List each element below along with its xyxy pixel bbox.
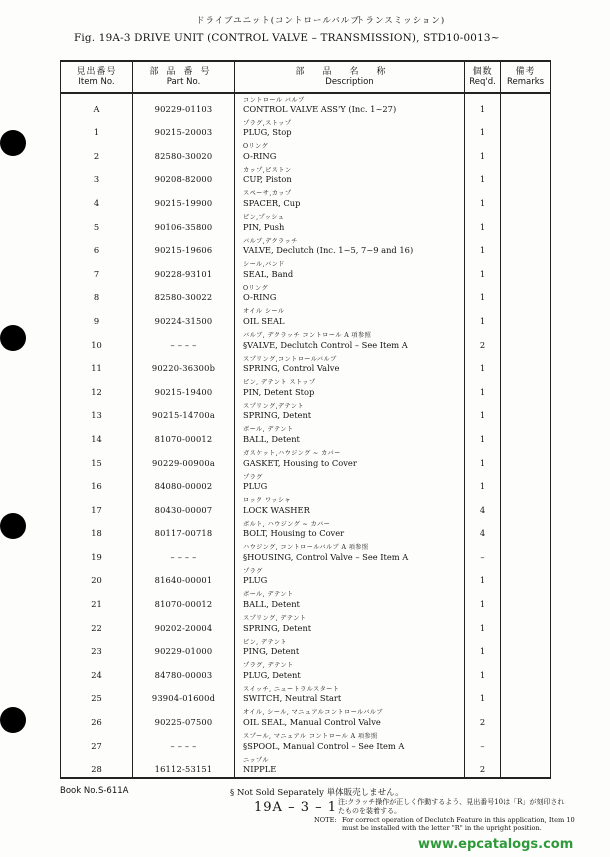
description-english: OIL SEAL <box>243 315 285 326</box>
description-japanese: スペーサ,カップ <box>243 190 292 198</box>
description-english: PIN, Push <box>243 221 285 232</box>
quantity: 1 <box>465 235 501 259</box>
note-text: For correct operation of Declutch Feature in this application, Item 10 must be installed with the letter "R" in the upright position. <box>342 816 575 832</box>
english-note <box>314 817 584 832</box>
part-number: – – – – <box>133 541 235 565</box>
note-label: NOTE: <box>314 816 337 824</box>
quantity: 1 <box>465 683 501 707</box>
table-row <box>61 423 551 447</box>
remarks <box>501 730 551 754</box>
item-number: 15 <box>61 447 133 471</box>
page-number: 19A – 3 – 1 <box>254 800 338 815</box>
item-number: 27 <box>61 730 133 754</box>
table-row <box>61 588 551 612</box>
table-row <box>61 305 551 329</box>
description-cell <box>235 447 465 471</box>
description-japanese: スプリング, デテント <box>243 615 307 623</box>
item-number: 9 <box>61 305 133 329</box>
item-number: 20 <box>61 565 133 589</box>
quantity: 1 <box>465 353 501 377</box>
quantity: – <box>465 541 501 565</box>
item-number: 4 <box>61 187 133 211</box>
item-number: 24 <box>61 659 133 683</box>
description-english: §HOUSING, Control Valve – See Item A <box>243 551 409 562</box>
description-english: SWITCH, Neutral Start <box>243 693 342 704</box>
description-cell <box>235 518 465 542</box>
description-japanese: ガスケット,ハウジング ~ カバー <box>243 449 341 457</box>
description-english: SPRING, Control Valve <box>243 363 340 374</box>
item-number: 28 <box>61 754 133 778</box>
not-sold-note: § Not Sold Separately 単体販売しません。 <box>230 788 404 798</box>
description-cell <box>235 305 465 329</box>
japanese-note: 注:クラッチ操作が正しく作動するよう、見出番号10は「R」が刻印されたものを装着する。 <box>338 798 565 815</box>
description-japanese: コントロール バルブ <box>243 97 305 104</box>
description-cell <box>235 376 465 400</box>
description-japanese: Oリング <box>243 284 269 292</box>
item-number: 25 <box>61 683 133 707</box>
description-english: PING, Detent <box>243 646 300 657</box>
description-english: PIN, Detent Stop <box>243 386 315 397</box>
table-row <box>61 353 551 377</box>
description-cell <box>235 636 465 660</box>
description-japanese: スプリング,デテント <box>243 402 304 410</box>
description-english: PLUG <box>243 481 268 492</box>
item-number: A <box>61 93 133 117</box>
description-cell <box>235 541 465 565</box>
description-cell <box>235 588 465 612</box>
part-number: 81070-00012 <box>133 423 235 447</box>
item-number: 23 <box>61 636 133 660</box>
item-number: 2 <box>61 140 133 164</box>
item-number: 13 <box>61 400 133 424</box>
description-japanese: スプリング,コントロールバルブ <box>243 355 337 363</box>
table-row <box>61 117 551 141</box>
part-number: 90215-20003 <box>133 117 235 141</box>
table-row <box>61 565 551 589</box>
remarks <box>501 683 551 707</box>
table-row <box>61 376 551 400</box>
description-cell <box>235 353 465 377</box>
remarks <box>501 376 551 400</box>
table-row <box>61 187 551 211</box>
description-cell <box>235 329 465 353</box>
part-number: 90215-19400 <box>133 376 235 400</box>
part-number: 90220-36300b <box>133 353 235 377</box>
part-number: – – – – <box>133 730 235 754</box>
description-japanese: ピン, デテント ストップ <box>243 379 316 387</box>
item-number: 17 <box>61 494 133 518</box>
part-number: 90229-01103 <box>133 93 235 117</box>
description-japanese: オイル, シール, マニュアルコントロールバルブ <box>243 709 383 717</box>
binder-hole <box>0 513 26 539</box>
header-japanese <box>196 14 446 26</box>
description-japanese: バルブ,デクラッチ <box>243 237 298 245</box>
description-japanese: シール,バンド <box>243 261 285 269</box>
item-number: 18 <box>61 518 133 542</box>
table-row <box>61 494 551 518</box>
description-english: PLUG, Stop <box>243 127 292 138</box>
binder-hole <box>0 130 26 156</box>
quantity: 4 <box>465 518 501 542</box>
part-number: 90224-31500 <box>133 305 235 329</box>
item-number: 21 <box>61 588 133 612</box>
part-number: 84080-00002 <box>133 471 235 495</box>
description-japanese: スプール, マニュアル コントロール A 項参照 <box>243 733 378 741</box>
description-english: §VALVE, Declutch Control – See Item A <box>243 339 408 350</box>
description-cell <box>235 730 465 754</box>
quantity: 1 <box>465 282 501 306</box>
remarks <box>501 235 551 259</box>
description-japanese: プラグ,ストップ <box>243 119 292 127</box>
description-cell <box>235 164 465 188</box>
quantity: 1 <box>465 447 501 471</box>
description-english: CONTROL VALVE ASS'Y (Inc. 1~27) <box>243 103 397 114</box>
description-japanese: プラグ <box>243 567 263 575</box>
description-english: OIL SEAL, Manual Control Valve <box>243 717 381 728</box>
quantity: 1 <box>465 258 501 282</box>
part-number: 93904-01600d <box>133 683 235 707</box>
description-english: §SPOOL, Manual Control – See Item A <box>243 740 405 751</box>
remarks <box>501 282 551 306</box>
description-english: SPRING, Detent <box>243 622 312 633</box>
description-japanese: ニップル <box>243 756 269 764</box>
table-row <box>61 754 551 778</box>
quantity: 1 <box>465 588 501 612</box>
description-cell <box>235 754 465 778</box>
quantity: 1 <box>465 211 501 235</box>
part-number: 80117-00718 <box>133 518 235 542</box>
part-number: 90229-00900a <box>133 447 235 471</box>
table-row <box>61 211 551 235</box>
header-japanese-right: トランスミッション) <box>356 16 446 26</box>
item-number: 7 <box>61 258 133 282</box>
description-english: CUP, Piston <box>243 174 292 185</box>
description-cell <box>235 187 465 211</box>
description-english: PLUG <box>243 575 268 586</box>
description-english: BOLT, Housing to Cover <box>243 528 345 539</box>
remarks <box>501 211 551 235</box>
table-row <box>61 140 551 164</box>
description-cell <box>235 683 465 707</box>
part-number: 90225-07500 <box>133 706 235 730</box>
description-japanese: カップ,ピストン <box>243 166 292 174</box>
item-number: 12 <box>61 376 133 400</box>
remarks <box>501 164 551 188</box>
quantity: 2 <box>465 329 501 353</box>
table-row <box>61 683 551 707</box>
description-cell <box>235 211 465 235</box>
item-number: 19 <box>61 541 133 565</box>
description-english: O-RING <box>243 150 277 161</box>
quantity: 1 <box>465 93 501 117</box>
remarks <box>501 541 551 565</box>
remarks <box>501 636 551 660</box>
description-english: NIPPLE <box>243 763 277 774</box>
description-japanese: ボルト, ハウジング ~ カバー <box>243 520 331 528</box>
item-number: 22 <box>61 612 133 636</box>
quantity: 2 <box>465 754 501 778</box>
quantity: – <box>465 730 501 754</box>
remarks <box>501 423 551 447</box>
quantity: 1 <box>465 117 501 141</box>
quantity: 1 <box>465 471 501 495</box>
description-japanese: Oリング <box>243 143 269 151</box>
remarks <box>501 329 551 353</box>
description-english: SPRING, Detent <box>243 410 312 421</box>
quantity: 4 <box>465 494 501 518</box>
remarks <box>501 305 551 329</box>
description-cell <box>235 93 465 117</box>
remarks <box>501 353 551 377</box>
table-row <box>61 518 551 542</box>
description-japanese: ボール, デテント <box>243 591 294 599</box>
binder-hole <box>0 325 26 351</box>
table-row <box>61 612 551 636</box>
description-cell <box>235 423 465 447</box>
part-number: 80430-00007 <box>133 494 235 518</box>
part-number: 90215-14700a <box>133 400 235 424</box>
quantity: 1 <box>465 659 501 683</box>
item-number: 16 <box>61 471 133 495</box>
quantity: 1 <box>465 636 501 660</box>
description-cell <box>235 471 465 495</box>
col-header-remarks: 備考 Remarks <box>501 61 551 93</box>
table-row <box>61 471 551 495</box>
description-cell <box>235 494 465 518</box>
item-number: 8 <box>61 282 133 306</box>
description-japanese: ロック ワッシャ <box>243 497 291 505</box>
part-number: 84780-00003 <box>133 659 235 683</box>
remarks <box>501 588 551 612</box>
part-number: 81070-00012 <box>133 588 235 612</box>
quantity: 1 <box>465 423 501 447</box>
table-row <box>61 730 551 754</box>
part-number: 82580-30022 <box>133 282 235 306</box>
table-row <box>61 282 551 306</box>
remarks <box>501 659 551 683</box>
description-japanese: ハウジング, コントロールバルブ A 項参照 <box>243 544 369 552</box>
quantity: 1 <box>465 400 501 424</box>
table-row <box>61 659 551 683</box>
part-number: 90215-19900 <box>133 187 235 211</box>
quantity: 1 <box>465 612 501 636</box>
remarks <box>501 93 551 117</box>
item-number: 26 <box>61 706 133 730</box>
table-row <box>61 706 551 730</box>
remarks <box>501 706 551 730</box>
remarks <box>501 471 551 495</box>
remarks <box>501 565 551 589</box>
part-number: 90228-93101 <box>133 258 235 282</box>
description-cell <box>235 400 465 424</box>
description-english: LOCK WASHER <box>243 504 310 515</box>
part-number: 90202-20004 <box>133 612 235 636</box>
item-number: 11 <box>61 353 133 377</box>
description-english: SEAL, Band <box>243 268 294 279</box>
remarks <box>501 258 551 282</box>
description-cell <box>235 565 465 589</box>
table-row <box>61 258 551 282</box>
table-row <box>61 329 551 353</box>
quantity: 1 <box>465 305 501 329</box>
part-number: 81640-00001 <box>133 565 235 589</box>
description-cell <box>235 117 465 141</box>
item-number: 14 <box>61 423 133 447</box>
description-japanese: ピン, デテント <box>243 638 287 646</box>
description-japanese: スイッチ, ニュートラルスタート <box>243 685 340 693</box>
description-japanese: プラグ, デテント <box>243 662 294 670</box>
part-number: – – – – <box>133 329 235 353</box>
description-english: BALL, Detent <box>243 433 300 444</box>
book-number: Book No.S-611A <box>60 786 129 796</box>
description-cell <box>235 612 465 636</box>
description-japanese: オイル シール <box>243 308 285 316</box>
part-number: 90215-19606 <box>133 235 235 259</box>
description-cell <box>235 706 465 730</box>
col-header-description: 部品名称 Description <box>235 61 465 93</box>
col-header-part: 部品番号 Part No. <box>133 61 235 93</box>
part-number: 90208-82000 <box>133 164 235 188</box>
description-english: VALVE, Declutch (Inc. 1~5, 7~9 and 16) <box>243 245 414 256</box>
remarks <box>501 187 551 211</box>
remarks <box>501 140 551 164</box>
quantity: 1 <box>465 164 501 188</box>
col-header-qty: 個数 Req'd. <box>465 61 501 93</box>
part-number: 90229-01000 <box>133 636 235 660</box>
page-title: Fig. 19A-3 DRIVE UNIT (CONTROL VALVE – TRANSMISSION), STD10-0013~ <box>74 32 500 44</box>
description-cell <box>235 659 465 683</box>
item-number: 1 <box>61 117 133 141</box>
remarks <box>501 117 551 141</box>
quantity: 1 <box>465 187 501 211</box>
table-row <box>61 636 551 660</box>
description-cell <box>235 140 465 164</box>
table-row <box>61 400 551 424</box>
description-cell <box>235 235 465 259</box>
part-number: 90106-35800 <box>133 211 235 235</box>
remarks <box>501 400 551 424</box>
description-english: O-RING <box>243 292 277 303</box>
quantity: 1 <box>465 140 501 164</box>
header-japanese-left: ドライブユニット(コントロールバルブ <box>196 16 360 26</box>
table-row <box>61 235 551 259</box>
description-japanese: バルブ, デクラッチ コントロール A 項参照 <box>243 331 372 339</box>
table-row <box>61 447 551 471</box>
item-number: 10 <box>61 329 133 353</box>
item-number: 5 <box>61 211 133 235</box>
table-row <box>61 164 551 188</box>
description-japanese: ピン,プッシュ <box>243 213 285 221</box>
description-cell <box>235 258 465 282</box>
description-english: SPACER, Cup <box>243 197 301 208</box>
remarks <box>501 754 551 778</box>
description-english: PLUG, Detent <box>243 669 301 680</box>
remarks <box>501 612 551 636</box>
remarks <box>501 494 551 518</box>
watermark: www.epcatalogs.com <box>418 837 574 852</box>
table-row <box>61 541 551 565</box>
part-number: 16112-53151 <box>133 754 235 778</box>
remarks <box>501 518 551 542</box>
part-number: 82580-30020 <box>133 140 235 164</box>
description-english: BALL, Detent <box>243 599 300 610</box>
description-cell <box>235 282 465 306</box>
description-japanese: ボール, デテント <box>243 426 294 434</box>
remarks <box>501 447 551 471</box>
table-row <box>61 93 551 117</box>
quantity: 1 <box>465 565 501 589</box>
col-header-item: 見出番号 Item No. <box>61 61 133 93</box>
binder-hole <box>0 707 26 733</box>
table-header-row <box>61 61 551 93</box>
parts-table <box>60 60 551 779</box>
item-number: 3 <box>61 164 133 188</box>
description-japanese: プラグ <box>243 473 263 481</box>
description-english: GASKET, Housing to Cover <box>243 457 357 468</box>
item-number: 6 <box>61 235 133 259</box>
quantity: 2 <box>465 706 501 730</box>
quantity: 1 <box>465 376 501 400</box>
